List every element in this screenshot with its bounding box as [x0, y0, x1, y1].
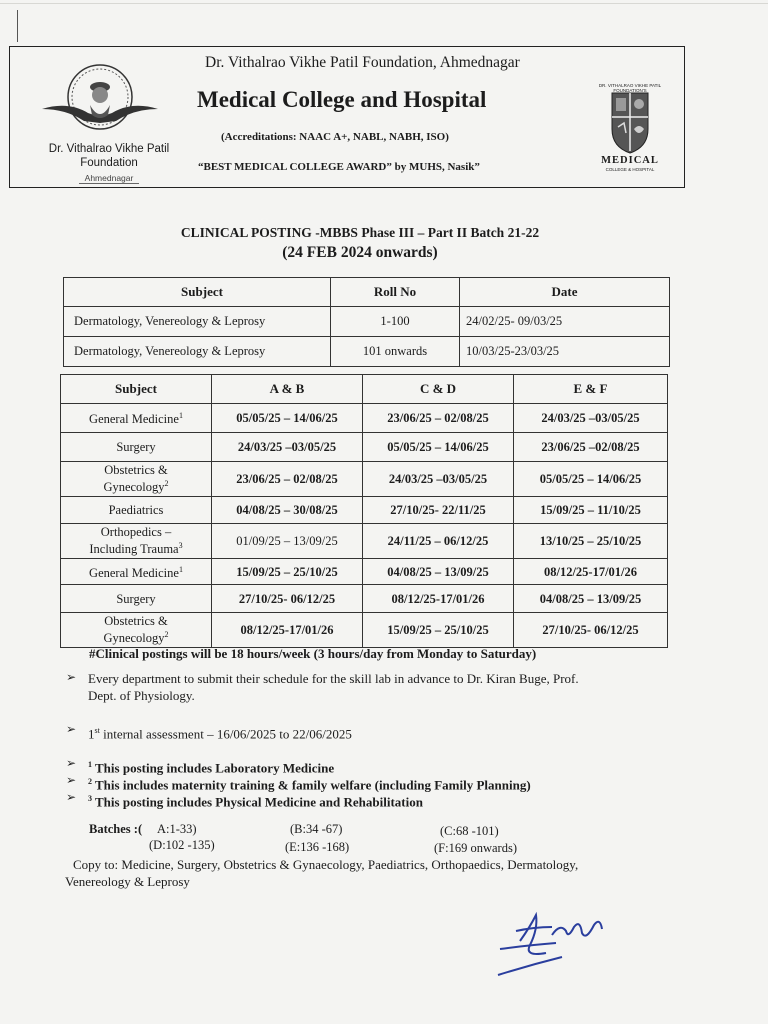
- posting-schedule-table: [60, 374, 668, 648]
- cd-date-cell: 05/05/25 – 14/06/25: [363, 433, 514, 462]
- arrow-bullet-icon: ➢: [66, 670, 77, 684]
- footnote-mark: 3: [178, 541, 183, 551]
- award-line: “BEST MEDICAL COLLEGE AWARD” by MUHS, Nasik”: [198, 161, 480, 173]
- foundation-emblem-icon: [38, 57, 162, 145]
- subject-text-line2: Gynecology: [103, 631, 165, 646]
- table-row: [61, 404, 668, 433]
- table-row: [64, 307, 670, 337]
- college-logo-sub: COLLEGE & HOSPITAL: [605, 167, 655, 172]
- subject-cell: Surgery: [61, 433, 212, 462]
- cd-date-cell: 24/03/25 –03/05/25: [363, 462, 514, 497]
- college-logo-topline: DR. VITHALRAO VIKHE PATIL FOUNDATION'S: [598, 83, 662, 93]
- subject-text: General Medicine: [89, 412, 179, 427]
- footnote-text: This posting includes Laboratory Medicine: [95, 760, 335, 776]
- cd-date-cell: 27/10/25- 22/11/25: [363, 497, 514, 524]
- table-row: [61, 559, 668, 585]
- assessment-text: internal assessment – 16/06/2025 to 22/06/2025: [103, 726, 352, 742]
- subject-cell: [61, 559, 212, 585]
- header-subject: Subject: [64, 278, 331, 307]
- ef-date-cell: 08/12/25-17/01/26: [514, 559, 668, 585]
- ef-date-cell: 24/03/25 –03/05/25: [514, 404, 668, 433]
- ab-date-cell: 23/06/25 – 02/08/25: [212, 462, 363, 497]
- date-cell: 10/03/25-23/03/25: [460, 337, 670, 367]
- table-row: [64, 337, 670, 367]
- footnote-text: This includes maternity training & family welfare (including Family Planning): [95, 777, 531, 793]
- table-row: [61, 462, 668, 497]
- footnote-mark: 3: [88, 794, 92, 803]
- subject-text: Orthopedics –: [100, 525, 172, 540]
- footnote-mark: 1: [88, 760, 92, 769]
- ef-date-cell: 23/06/25 –02/08/25: [514, 433, 668, 462]
- ef-date-cell: 05/05/25 – 14/06/25: [514, 462, 668, 497]
- subject-text: Obstetrics &: [104, 463, 168, 478]
- table-row: [61, 497, 668, 524]
- posting-subtitle: (24 FEB 2024 onwards): [282, 244, 438, 261]
- college-name: Medical College and Hospital: [197, 87, 487, 112]
- ef-date-cell: 04/08/25 – 13/09/25: [514, 585, 668, 613]
- ef-date-cell: 13/10/25 – 25/10/25: [514, 524, 668, 559]
- arrow-bullet-icon: ➢: [66, 756, 77, 770]
- college-logo-name: MEDICAL: [601, 155, 659, 166]
- subject-cell: Dermatology, Venereology & Leprosy: [64, 337, 331, 367]
- cd-date-cell: 08/12/25-17/01/26: [363, 585, 514, 613]
- cd-date-cell: 04/08/25 – 13/09/25: [363, 559, 514, 585]
- rollno-cell: 1-100: [331, 307, 460, 337]
- foundation-logo-line1: Dr. Vithalrao Vikhe Patil: [48, 143, 170, 155]
- ab-date-cell: 24/03/25 –03/05/25: [212, 433, 363, 462]
- subject-cell: [61, 462, 212, 497]
- header-date: Date: [460, 278, 670, 307]
- ef-date-cell: 15/09/25 – 11/10/25: [514, 497, 668, 524]
- table-row: [61, 613, 668, 648]
- ordinal-number: 1: [88, 726, 95, 742]
- foundation-name: Dr. Vithalrao Vikhe Patil Foundation, Ahmednagar: [205, 54, 520, 71]
- ef-date-cell: 27/10/25- 06/12/25: [514, 613, 668, 648]
- footnote-mark: 2: [88, 777, 92, 786]
- cd-date-cell: 15/09/25 – 25/10/25: [363, 613, 514, 648]
- bullet-text: Every department to submit their schedule for the skill lab in advance to Dr. Kiran Buge, Prof. Dept. of Physiology.: [88, 671, 579, 703]
- subject-text-line2: Gynecology: [103, 480, 165, 495]
- subject-text-line2: Including Trauma: [89, 542, 179, 557]
- signature-icon: [490, 905, 620, 985]
- batches-label: Batches :(: [89, 822, 143, 836]
- subject-cell: [61, 613, 212, 648]
- posting-title: CLINICAL POSTING -MBBS Phase III – Part II Batch 21-22: [180, 225, 540, 240]
- cd-date-cell: 24/11/25 – 06/12/25: [363, 524, 514, 559]
- subject-cell: [61, 404, 212, 433]
- arrow-bullet-icon: ➢: [66, 773, 77, 787]
- header-ab: A & B: [212, 375, 363, 404]
- subject-cell: Surgery: [61, 585, 212, 613]
- copy-to: Copy to: Medicine, Surgery, Obstetrics & Gynaecology, Paediatrics, Orthopaedics, Dermatology, Venereology & Leprosy: [65, 857, 579, 889]
- ab-date-cell: 01/09/25 – 13/09/25: [212, 524, 363, 559]
- batch-c: (C:68 -101): [440, 824, 499, 838]
- bullet-text: [88, 790, 688, 810]
- footnote-mark: 1: [178, 411, 183, 421]
- ordinal-suffix: st: [94, 726, 100, 735]
- footnote-mark: 1: [178, 564, 183, 574]
- letterhead: [9, 46, 685, 188]
- batch-d: (D:102 -135): [149, 838, 215, 852]
- rollno-cell: 101 onwards: [331, 337, 460, 367]
- subject-cell: Dermatology, Venereology & Leprosy: [64, 307, 331, 337]
- batch-a: A:1-33): [157, 822, 197, 836]
- batch-f: (F:169 onwards): [434, 841, 517, 855]
- dermatology-table: [63, 277, 670, 367]
- foundation-logo-line3: Ahmednagar: [79, 173, 140, 184]
- table-row: [61, 433, 668, 462]
- batch-b: (B:34 -67): [290, 822, 343, 836]
- table-header-row: [64, 278, 670, 307]
- ab-date-cell: 05/05/25 – 14/06/25: [212, 404, 363, 433]
- header-subject: Subject: [61, 375, 212, 404]
- arrow-bullet-icon: ➢: [66, 722, 77, 736]
- subject-cell: [61, 524, 212, 559]
- table-header-row: [61, 375, 668, 404]
- ab-date-cell: 04/08/25 – 30/08/25: [212, 497, 363, 524]
- header-ef: E & F: [514, 375, 668, 404]
- accreditations: (Accreditations: NAAC A+, NABL, NABH, ISO): [221, 131, 449, 143]
- date-cell: 24/02/25- 09/03/25: [460, 307, 670, 337]
- scan-mark: [17, 10, 18, 42]
- arrow-bullet-icon: ➢: [66, 790, 77, 804]
- bullet-text: [88, 722, 688, 742]
- cd-date-cell: 23/06/25 – 02/08/25: [363, 404, 514, 433]
- college-logo: [588, 49, 678, 177]
- subject-text: General Medicine: [89, 566, 179, 581]
- clinical-hours-note: #Clinical postings will be 18 hours/week (3 hours/day from Monday to Saturday): [89, 646, 537, 661]
- footnote-mark: 2: [164, 630, 169, 640]
- header-rollno: Roll No: [331, 278, 460, 307]
- college-shield-icon: [588, 89, 672, 159]
- subject-text: Obstetrics &: [104, 614, 168, 629]
- ab-date-cell: 08/12/25-17/01/26: [212, 613, 363, 648]
- foundation-logo: [28, 57, 172, 187]
- header-cd: C & D: [363, 375, 514, 404]
- ab-date-cell: 15/09/25 – 25/10/25: [212, 559, 363, 585]
- ab-date-cell: 27/10/25- 06/12/25: [212, 585, 363, 613]
- table-row: [61, 524, 668, 559]
- foundation-logo-line2: Foundation: [80, 157, 138, 169]
- footnote-text: This posting includes Physical Medicine and Rehabilitation: [95, 794, 423, 810]
- subject-cell: Paediatrics: [61, 497, 212, 524]
- table-row: [61, 585, 668, 613]
- scan-edge: [0, 3, 768, 4]
- footnote-mark: 2: [164, 479, 169, 489]
- batch-e: (E:136 -168): [285, 840, 350, 854]
